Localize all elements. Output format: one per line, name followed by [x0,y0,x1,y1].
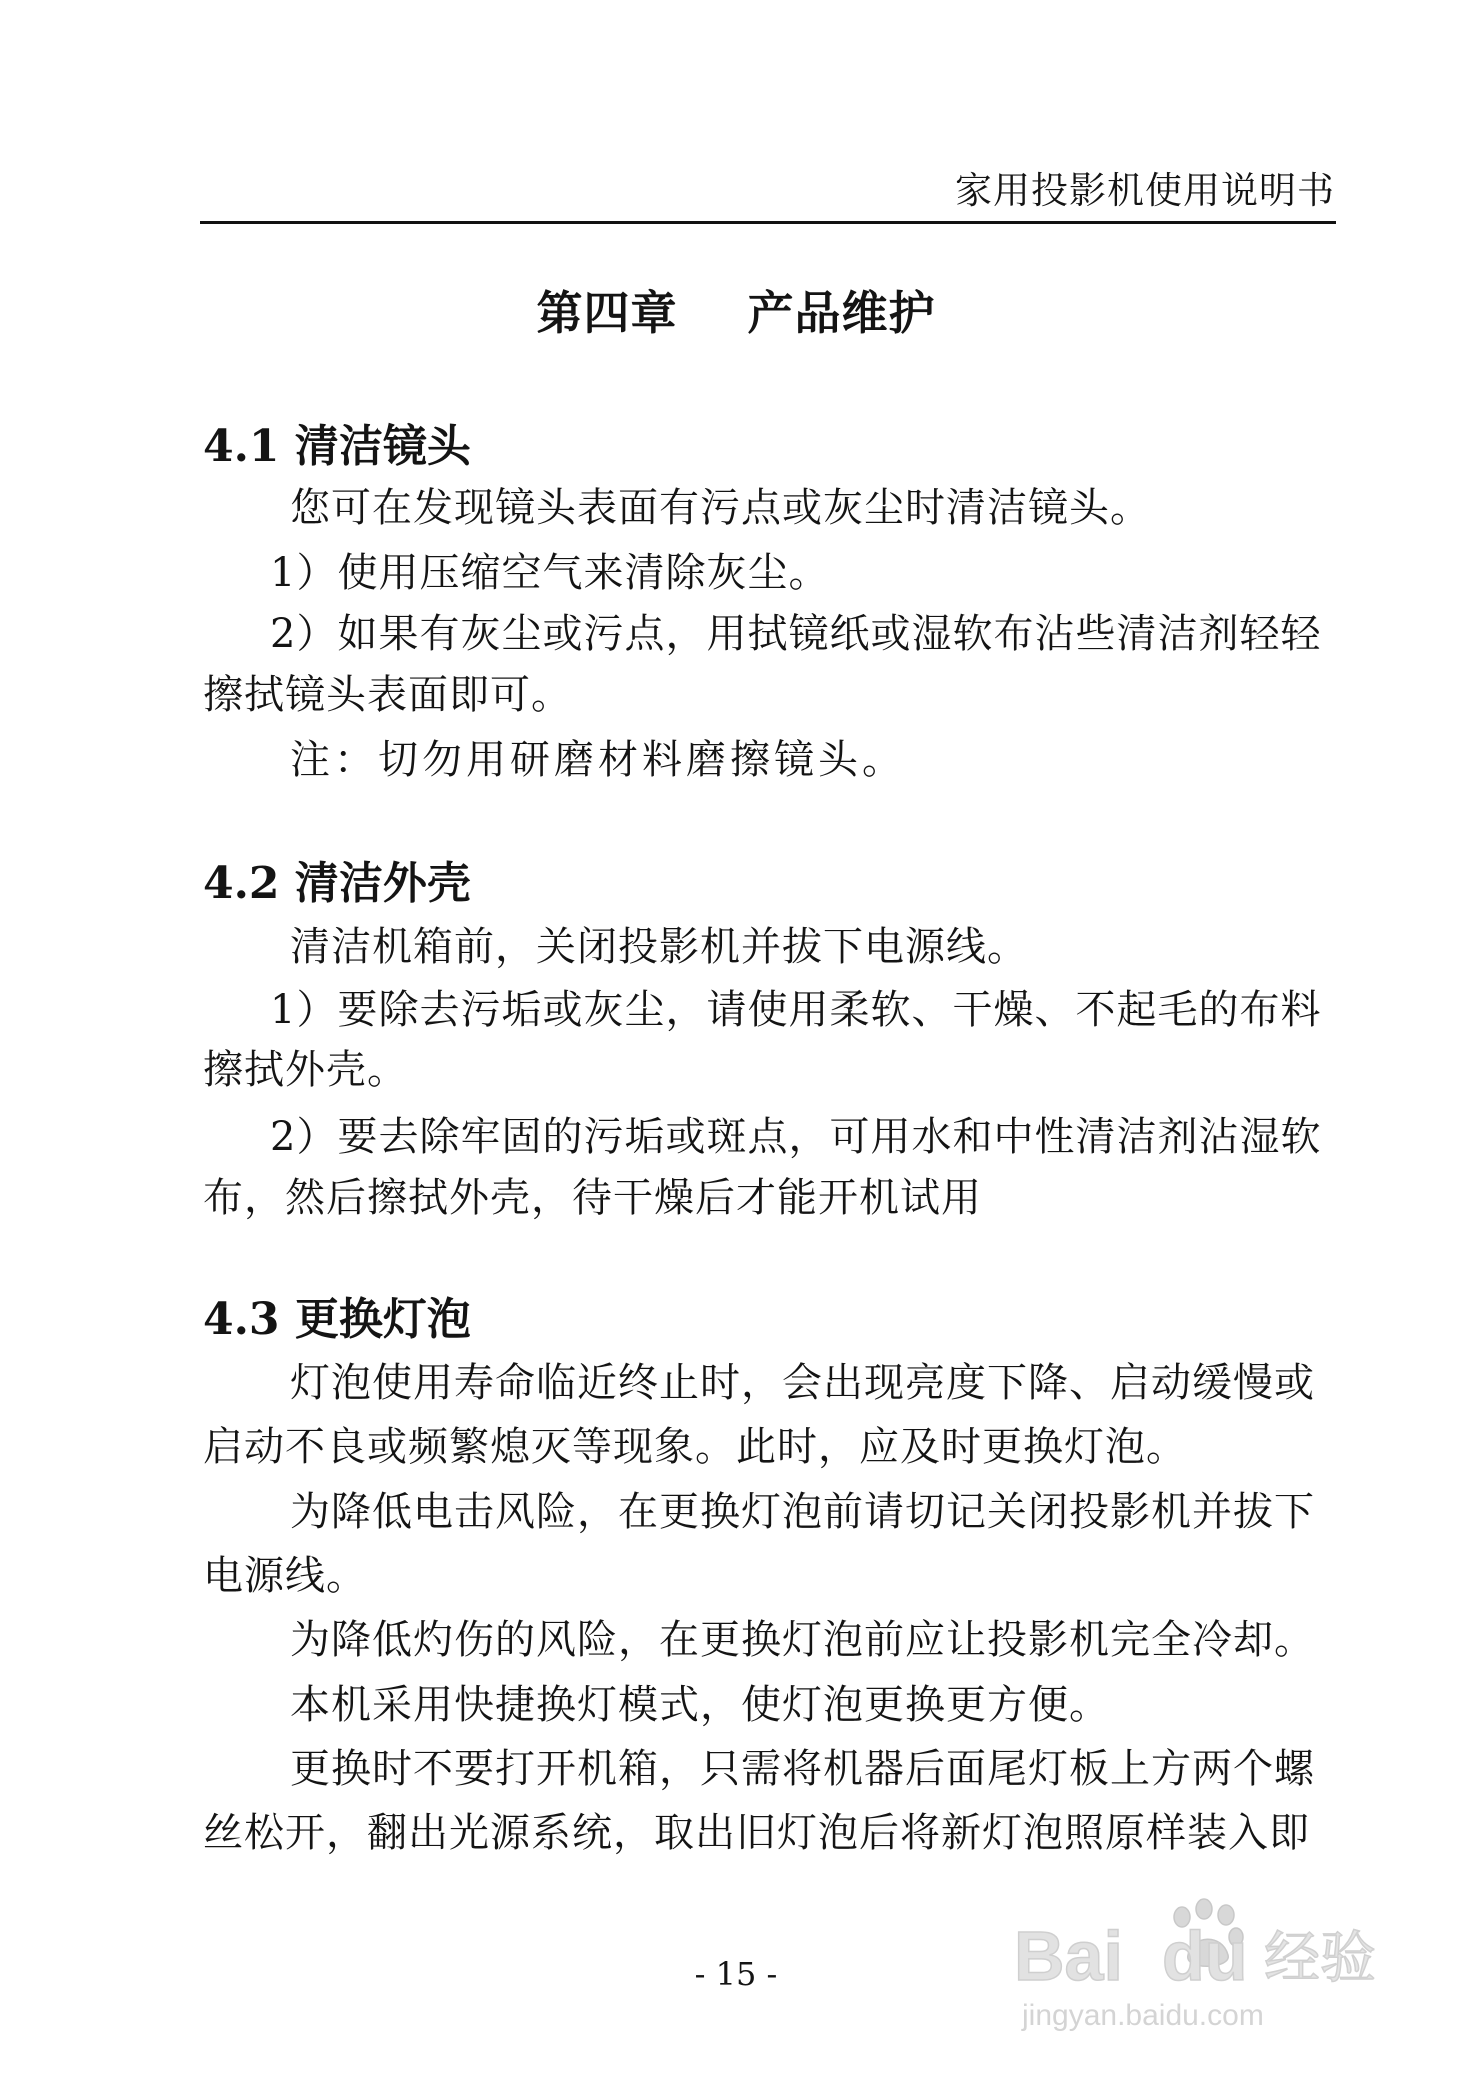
paragraph-line: 1）使用压缩空气来清除灰尘。 [270,550,830,596]
paragraph-line: 清洁机箱前，关闭投影机并拔下电源线。 [290,924,1028,970]
running-header: 家用投影机使用说明书 [955,169,1335,212]
paragraph-line: 2）如果有灰尘或污点，用拭镜纸或湿软布沾些清洁剂轻轻 [270,611,1322,657]
baidu-watermark-logo [1014,1885,1404,2035]
paragraph-line: 布，然后擦拭外壳，待干燥后才能开机试用 [203,1175,982,1221]
paragraph-line: 灯泡使用寿命临近终止时，会出现亮度下降、启动缓慢或 [290,1360,1315,1406]
paragraph-line: 为降低灼伤的风险，在更换灯泡前应让投影机完全冷却。 [290,1617,1315,1663]
header-rule [200,221,1336,224]
paragraph-line: 启动不良或频繁熄灭等现象。此时，应及时更换灯泡。 [203,1424,1187,1470]
paragraph-line: 丝松开，翻出光源系统，取出旧灯泡后将新灯泡照原样装入即 [203,1810,1310,1856]
svg-text:Bai: Bai [1014,1917,1123,1995]
section-heading-4-3: 4.3 更换灯泡 [203,1294,471,1345]
paragraph-line: 更换时不要打开机箱，只需将机器后面尾灯板上方两个螺 [290,1746,1315,1792]
page-number: - 15 - [694,1955,778,1993]
paragraph-line: 您可在发现镜头表面有污点或灰尘时清洁镜头。 [290,485,1151,531]
paragraph-line: 电源线。 [203,1553,367,1599]
section-heading-4-2: 4.2 清洁外壳 [203,858,471,909]
chapter-number: 第四章 [536,286,678,340]
note-line: 注：切勿用研磨材料磨擦镜头。 [290,737,906,783]
paragraph-line: 1）要除去污垢或灰尘，请使用柔软、干燥、不起毛的布料 [270,987,1322,1033]
section-heading-4-1: 4.1 清洁镜头 [203,421,471,472]
paragraph-line: 擦拭镜头表面即可。 [203,672,572,718]
chapter-name: 产品维护 [747,286,936,340]
svg-text:du: du [1162,1917,1248,1995]
paragraph-line: 为降低电击风险，在更换灯泡前请切记关闭投影机并拔下 [290,1489,1315,1535]
chapter-title [0,286,1472,340]
paragraph-line: 2）要去除牢固的污垢或斑点，可用水和中性清洁剂沾湿软 [270,1114,1322,1160]
svg-text:经验: 经验 [1264,1926,1376,1991]
paragraph-line: 擦拭外壳。 [203,1047,408,1093]
paragraph-line: 本机采用快捷换灯模式，使灯泡更换更方便。 [290,1682,1110,1728]
svg-text:jingyan.baidu.com: jingyan.baidu.com [1022,1999,1264,2032]
